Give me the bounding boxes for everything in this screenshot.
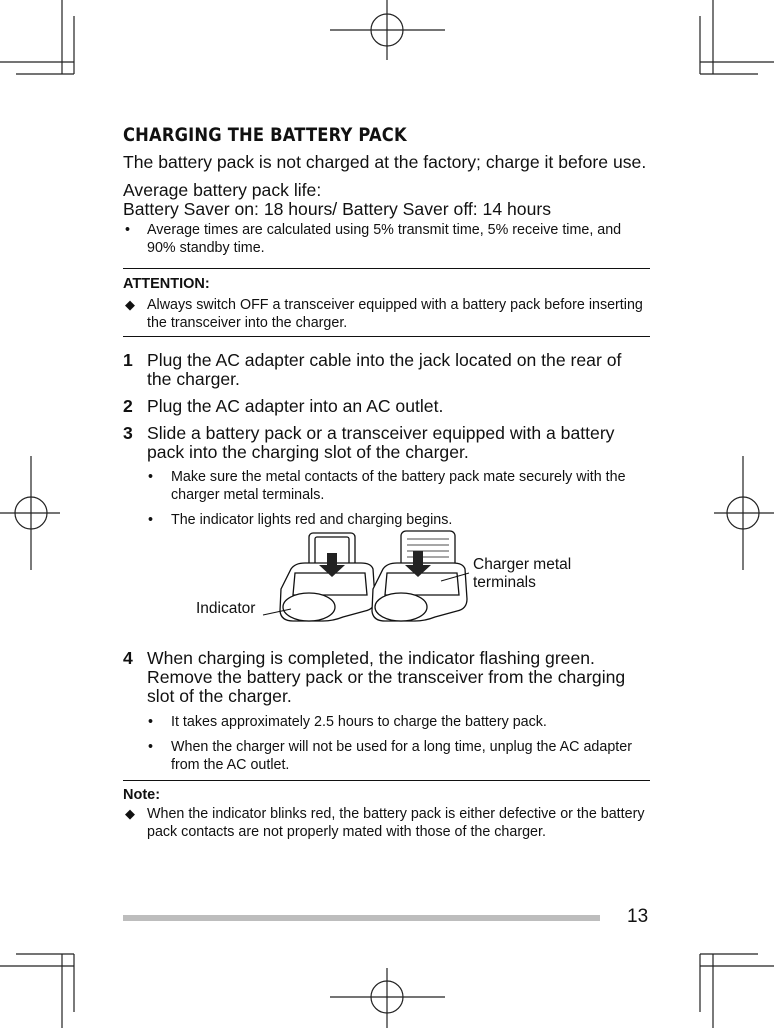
step-3 — [123, 424, 650, 462]
manual-page-content — [123, 124, 650, 841]
bullet-icon: • — [125, 222, 131, 238]
attention-item — [123, 296, 650, 332]
page-number: 13 — [627, 906, 649, 927]
step-number: 4 — [123, 648, 133, 668]
step-text: When charging is completed, the indicator flashing green. Remove the battery pack or the transceiver from the charging slot of the charger. — [147, 648, 626, 706]
step-2 — [123, 397, 650, 416]
note-top-rule — [123, 780, 650, 781]
attention-text: Always switch OFF a transceiver equipped with a battery pack before inserting the transceiver into the charger. — [147, 297, 643, 331]
subitem-text: When the charger will not be used for a long time, unplug the AC adapter from the AC outlet. — [171, 739, 632, 773]
bullet-icon: • — [148, 739, 154, 755]
battery-life-label: Average battery pack life: — [123, 180, 322, 200]
label-charger-terminals: Charger metal — [473, 556, 572, 573]
step-3-subitem — [123, 468, 650, 504]
intro-text: The battery pack is not charged at the factory; charge it before use. — [123, 152, 647, 172]
step-4-subitem — [123, 738, 650, 774]
charger-illustration — [123, 529, 650, 641]
attention-title: ATTENTION: — [123, 276, 210, 292]
diamond-icon: ◆ — [125, 806, 135, 821]
subitem-text: Make sure the metal contacts of the battery pack mate securely with the charger metal terminals. — [171, 469, 626, 503]
label-indicator: Indicator — [196, 600, 256, 617]
bullet-icon: • — [148, 512, 154, 528]
bullet-icon: • — [148, 469, 154, 485]
charger-drawing — [123, 529, 650, 641]
note-text: When the indicator blinks red, the battery pack is either defective or the battery pack contacts are not properly mated with those of the charger. — [147, 806, 645, 840]
note-title: Note: — [123, 787, 161, 803]
subitem-text: The indicator lights red and charging begins. — [171, 512, 453, 528]
step-4 — [123, 649, 650, 706]
battery-life-note — [123, 221, 650, 257]
note-item — [123, 805, 650, 841]
step-4-subitem — [123, 713, 650, 731]
section-heading: CHARGING THE BATTERY PACK — [123, 124, 407, 146]
attention-bottom-rule — [123, 336, 650, 337]
diamond-icon: ◆ — [125, 297, 135, 312]
step-number: 2 — [123, 396, 133, 416]
step-text: Slide a battery pack or a transceiver equipped with a battery pack into the charging slot of the charger. — [147, 423, 615, 462]
battery-life-values: Battery Saver on: 18 hours/ Battery Saver off: 14 hours — [123, 199, 552, 219]
battery-life-note-text: Average times are calculated using 5% transmit time, 5% receive time, and 90% standby time. — [147, 222, 622, 256]
step-number: 3 — [123, 423, 133, 443]
label-charger-terminals-2: terminals — [473, 574, 536, 591]
step-number: 1 — [123, 350, 133, 370]
footer-bar — [123, 915, 600, 921]
step-text: Plug the AC adapter cable into the jack located on the rear of the charger. — [147, 350, 622, 389]
bullet-icon: • — [148, 714, 154, 730]
subitem-text: It takes approximately 2.5 hours to charge the battery pack. — [171, 714, 547, 730]
step-3-subitem — [123, 511, 650, 529]
step-1 — [123, 351, 650, 389]
attention-top-rule — [123, 268, 650, 269]
step-text: Plug the AC adapter into an AC outlet. — [147, 396, 444, 416]
